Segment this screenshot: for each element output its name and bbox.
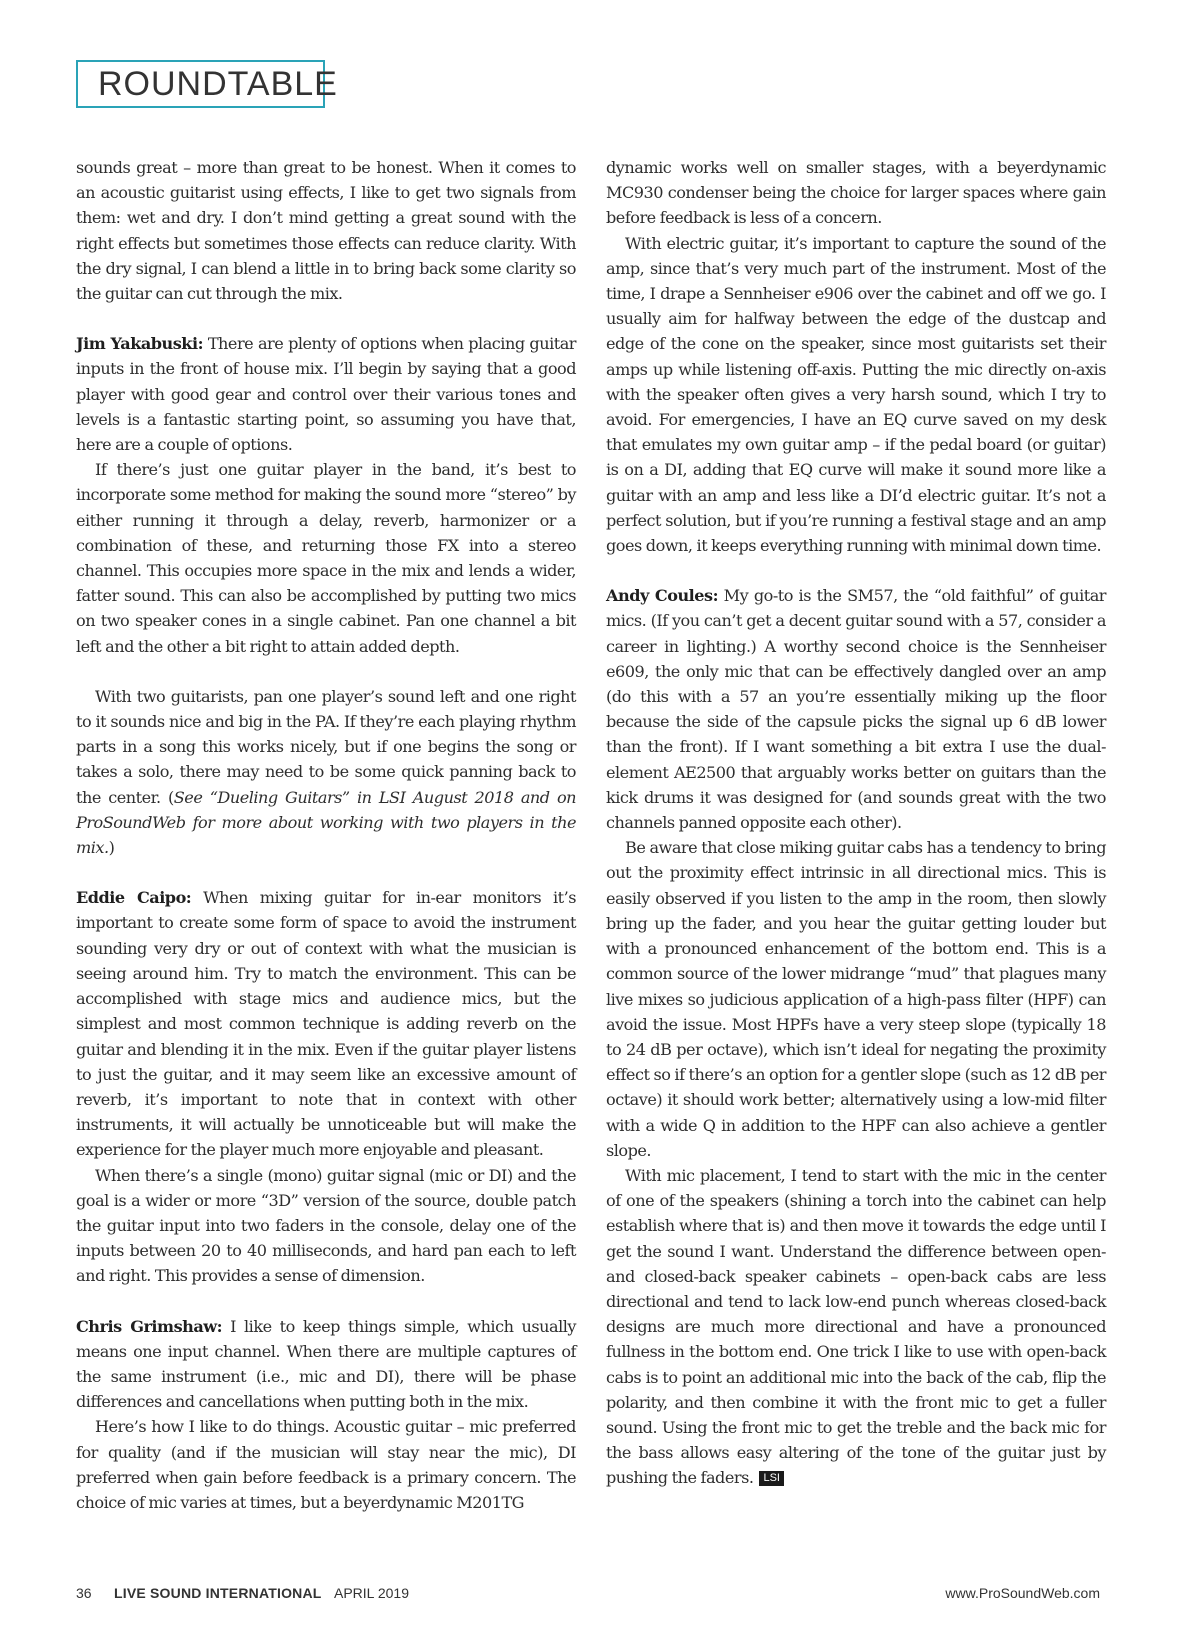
issue-date: APRIL 2019 xyxy=(334,1585,409,1601)
paragraph: Here’s how I like to do things. Acoustic guitar – mic preferred for quality (and if the musician will stay near the mic), DI preferred when gain before feedback is a primary concern. The choice of mic varies at times, but a beyerdynamic M201TG xyxy=(76,1417,576,1512)
cross-reference: See “Dueling Guitars” in LSI August 2018 and on ProSoundWeb for more about working with two players in the mix. xyxy=(76,787,576,858)
section-title: ROUNDTABLE xyxy=(98,64,338,103)
paragraph: Be aware that close miking guitar cabs has a tendency to bring out the proximity effect intrinsic in all directional mics. This is easily observed if you listen to the amp in the room, then slowly bring up the fader, and you hear the guitar getting louder but with a pronounced enhancement of the bottom end. This is a common source of the lower midrange “mud” that plagues many live mixes so judicious application of a high-pass filter (HPF) can avoid the issue. Most HPFs have a very steep slope (typically 18 to 24 dB per octave), which isn’t ideal for negating the proximity effect so if there’s an option for a gentler slope (such as 12 dB per octave) it should work better; alternatively using a low-mid filter with a wide Q in addition to the HPF can also achieve a gentler slope. xyxy=(606,838,1106,1160)
speaker-name: Andy Coules: xyxy=(606,586,719,606)
speaker-name: Jim Yakabuski: xyxy=(76,334,204,354)
paragraph: dynamic works well on smaller stages, with a beyerdynamic MC930 condenser being the choice for larger spaces where gain before feedback is less of a concern. xyxy=(606,158,1106,228)
magazine-name: LIVE SOUND INTERNATIONAL xyxy=(114,1585,322,1601)
paragraph: With two guitarists, pan one player’s sound left and one right to it sounds nice and big in the PA. If they’re each playing rhythm parts in a song this works nicely, but if one begins the song or takes a solo, there may need to be some quick panning back to the center. (See “Dueling Guitars” in LSI August 2018 and on ProSoundWeb for more about working with two players in the mix.) xyxy=(76,686,576,858)
page-number: 36 xyxy=(76,1585,92,1601)
right-column xyxy=(606,155,1106,1491)
left-column xyxy=(76,155,576,1515)
paragraph: Andy Coules: My go-to is the SM57, the “old faithful” of guitar mics. (If you can’t get a decent guitar sound with a 57, consider a career in lighting.) A worthy second choice is the Sennheiser e609, the only mic that can be effectively dangled over an amp (do this with a 57 an you’re essentially miking up the floor because the side of the capsule picks the signal up 6 dB lower than the front). If I want something a bit extra I use the dual-element AE2500 that arguably works better on guitars than the kick drums it was designed for (and sounds great with the two channels panned opposite each other). xyxy=(606,586,1106,833)
paragraph: Eddie Caipo: When mixing guitar for in-ear monitors it’s important to create some form of space to avoid the instrument sounding very dry or out of context with what the musician is seeing around him. Try to match the environment. This can be accomplished with stage mics and audience mics, but the simplest and most common technique is adding reverb on the guitar and blending it in the mix. Even if the guitar player listens to just the guitar, and it may seem like an excessive amount of reverb, it’s important to note that in context with other instruments, it will actually be unnoticeable but will make the experience for the player much more enjoyable and pleasant. xyxy=(76,888,576,1160)
paragraph: Jim Yakabuski: There are plenty of options when placing guitar inputs in the front of house mix. I’ll begin by saying that a good player with good gear and control over their various tones and levels is a fantastic starting point, so assuming you have that, here are a couple of options. xyxy=(76,334,576,455)
page-footer xyxy=(76,1585,1100,1605)
paragraph: With electric guitar, it’s important to capture the sound of the amp, since that’s very much part of the instrument. Most of the time, I drape a Sennheiser e906 over the cabinet and off we go. I usually aim for halfway between the edge of the dustcap and edge of the cone on the speaker, since most guitarists set their amps up while listening off-axis. Putting the mic directly on-axis with the speaker often gives a very harsh sound, which I try to avoid. For emergencies, I have an EQ curve saved on my desk that emulates my own guitar amp – if the pedal board (or guitar) is on a DI, adding that EQ curve will make it sound more like a guitar with an amp and less like a DI’d electric guitar. It’s not a perfect solution, but if you’re running a festival stage and an amp goes down, it keeps everything running with minimal down time. xyxy=(606,233,1106,556)
speaker-name: Eddie Caipo: xyxy=(76,888,192,908)
paragraph: With mic placement, I tend to start with the mic in the center of one of the speakers (shining a torch into the cabinet can help establish where that is) and then move it towards the edge until I get the sound I want. Understand the difference between open- and closed-back speaker cabinets – open-back cabs are less directional and tend to lack low-end punch whereas closed-back designs are much more directional and have a pronounced fullness in the bottom end. One trick I like to use with open-back cabs is to point an additional mic into the back of the cab, flip the polarity, and then combine it with the front mic to get a fuller sound. Using the front mic to get the treble and the back mic for the bass allows easy altering of the tone of the guitar just by pushing the faders. LSI xyxy=(606,1165,1106,1488)
paragraph: Chris Grimshaw: I like to keep things simple, which usually means one input channel. When there are multiple captures of the same instrument (i.e., mic and DI), there will be phase differences and cancellations when putting both in the mix. xyxy=(76,1316,576,1412)
paragraph: If there’s just one guitar player in the band, it’s best to incorporate some method for making the sound more “stereo” by either running it through a delay, reverb, harmonizer or a combination of these, and returning those FX into a stereo channel. This occupies more space in the mix and lends a wider, fatter sound. This can also be accomplished by putting two mics on two speaker cones in a single cabinet. Pan one channel a bit left and the other a bit right to attain added depth. xyxy=(76,460,576,656)
section-header xyxy=(76,60,338,108)
website-url: www.ProSoundWeb.com xyxy=(945,1585,1100,1601)
speaker-name: Chris Grimshaw: xyxy=(76,1316,223,1336)
end-mark-badge: LSI xyxy=(759,1471,784,1486)
paragraph: sounds great – more than great to be honest. When it comes to an acoustic guitarist using effects, I like to get two signals from them: wet and dry. I don’t mind getting a great sound with the right effects but sometimes those effects can reduce clarity. With the dry signal, I can blend a little in to bring back some clarity so the guitar can cut through the mix. xyxy=(76,158,576,304)
paragraph: When there’s a single (mono) guitar signal (mic or DI) and the goal is a wider or more “3D” version of the source, double patch the guitar input into two faders in the console, delay one of the inputs between 20 to 40 milliseconds, and hard pan each to left and right. This provides a sense of dimension. xyxy=(76,1165,576,1286)
